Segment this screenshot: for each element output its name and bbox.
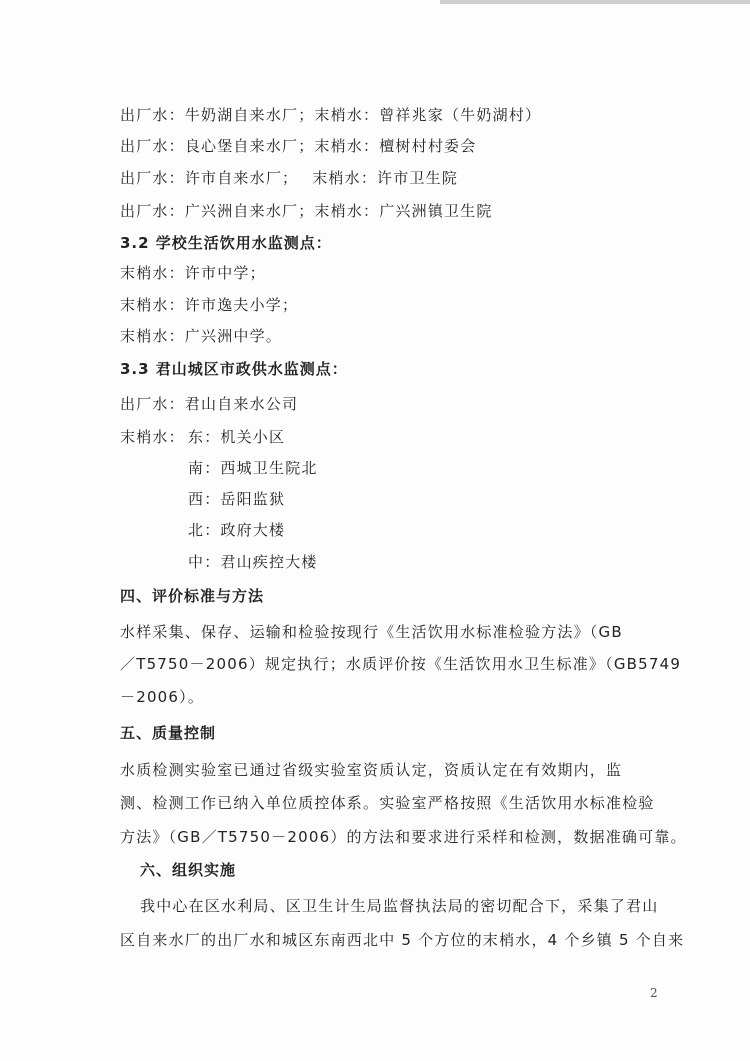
section-heading: 3.3 君山城区市政供水监测点： — [120, 360, 348, 378]
section-heading: 六、组织实施 — [140, 861, 237, 879]
city-end-point: 南：西城卫生院北 — [188, 459, 318, 477]
school-point: 末梢水：广兴洲中学。 — [120, 327, 283, 345]
section-heading: 五、质量控制 — [120, 724, 217, 742]
school-point: 末梢水：许市中学； — [120, 264, 266, 282]
water-point-row: 出厂水：良心堡自来水厂；末梢水：檀树村村委会 — [120, 137, 477, 155]
paragraph-line: 测、检测工作已纳入单位质控体系。实验室严格按照《生活饮用水标准检验 — [120, 794, 655, 812]
paragraph-line: 水样采集、保存、运输和检验按现行《生活饮用水标准检验方法》（GB — [120, 623, 623, 641]
city-end-point: 中：君山疾控大楼 — [188, 553, 318, 571]
city-out-point: 出厂水：君山自来水公司 — [120, 395, 299, 413]
paragraph-line: ／T5750－2006）规定执行；水质评价按《生活饮用水卫生标准》（GB5749 — [120, 655, 682, 673]
water-point-row: 出厂水：广兴洲自来水厂；末梢水：广兴洲镇卫生院 — [120, 202, 493, 220]
city-end-label: 末梢水： — [120, 428, 185, 446]
page-number: 2 — [650, 986, 658, 1000]
city-end-point: 西：岳阳监狱 — [188, 490, 286, 508]
paragraph-line: 区自来水厂的出厂水和城区东南西北中 5 个方位的末梢水，4 个乡镇 5 个自来 — [120, 931, 685, 949]
paragraph-line: 我中心在区水利局、区卫生计生局监督执法局的密切配合下，采集了君山 — [140, 897, 659, 915]
section-heading: 四、评价标准与方法 — [120, 587, 265, 605]
scan-edge — [440, 0, 750, 4]
paragraph-line: －2006）。 — [120, 688, 205, 706]
water-point-row: 出厂水：许市自来水厂； 末梢水：许市卫生院 — [120, 169, 459, 187]
section-heading: 3.2 学校生活饮用水监测点： — [120, 234, 332, 252]
paragraph-line: 水质检测实验室已通过省级实验室资质认定，资质认定在有效期内，监 — [120, 761, 623, 779]
paragraph-line: 方法》（GB／T5750－2006）的方法和要求进行采样和检测，数据准确可靠。 — [120, 828, 687, 846]
city-end-point: 东：机关小区 — [188, 428, 286, 446]
city-end-point: 北：政府大楼 — [188, 521, 286, 539]
water-point-row: 出厂水：牛奶湖自来水厂；末梢水：曾祥兆家（牛奶湖村） — [120, 106, 542, 124]
school-point: 末梢水：许市逸夫小学； — [120, 296, 299, 314]
